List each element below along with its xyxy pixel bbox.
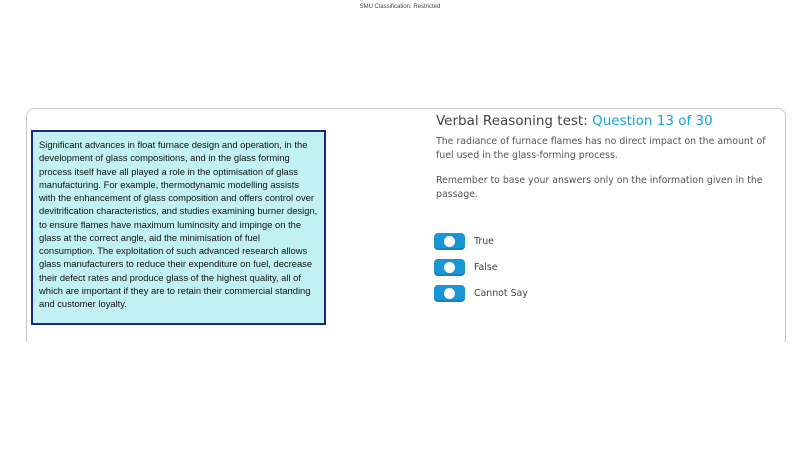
- radio-button-cannot-say[interactable]: [434, 285, 465, 302]
- test-label: Verbal Reasoning test:: [436, 113, 588, 129]
- radio-knob-icon: [444, 236, 455, 247]
- radio-knob-icon: [444, 288, 455, 299]
- radio-knob-icon: [444, 262, 455, 273]
- option-cannot-say[interactable]: [434, 284, 528, 302]
- answer-options: [434, 232, 528, 310]
- instruction-text: Remember to base your answers only on the information given in the passage.: [436, 175, 763, 200]
- question-statement: The radiance of furnace flames has no direct impact on the amount of fuel used in the glass-forming process.: [436, 136, 766, 161]
- option-label-cannot-say: Cannot Say: [474, 287, 528, 299]
- test-title: [436, 113, 713, 129]
- classification-label: SMU Classification: Restricted: [359, 4, 441, 10]
- question-number: Question 13 of 30: [592, 113, 713, 129]
- radio-button-false[interactable]: [434, 259, 465, 276]
- option-label-true: True: [474, 235, 494, 247]
- option-label-false: False: [474, 261, 498, 273]
- radio-button-true[interactable]: [434, 233, 465, 250]
- reading-passage: Significant advances in float furnace design and operation, in the development of glass compositions, and in the glass forming process itself have all played a role in the optimisation of glass manufacturing. For example, thermodynamic modelling assists with the enhancement of glass composition and offers control over devitrification characteristics, and studies examining burner design, to ensure flames have maximum luminosity and impinge on the glass at the correct angle, aid the minimisation of fuel consumption. The exploitation of such advanced research allows glass manufacturers to reduce their expenditure on fuel, decrease their defect rates and produce glass of the highest quality, all of which are important if they are to retain their commercial standing and customer loyalty.: [31, 130, 326, 325]
- option-false[interactable]: [434, 258, 528, 276]
- option-true[interactable]: [434, 232, 528, 250]
